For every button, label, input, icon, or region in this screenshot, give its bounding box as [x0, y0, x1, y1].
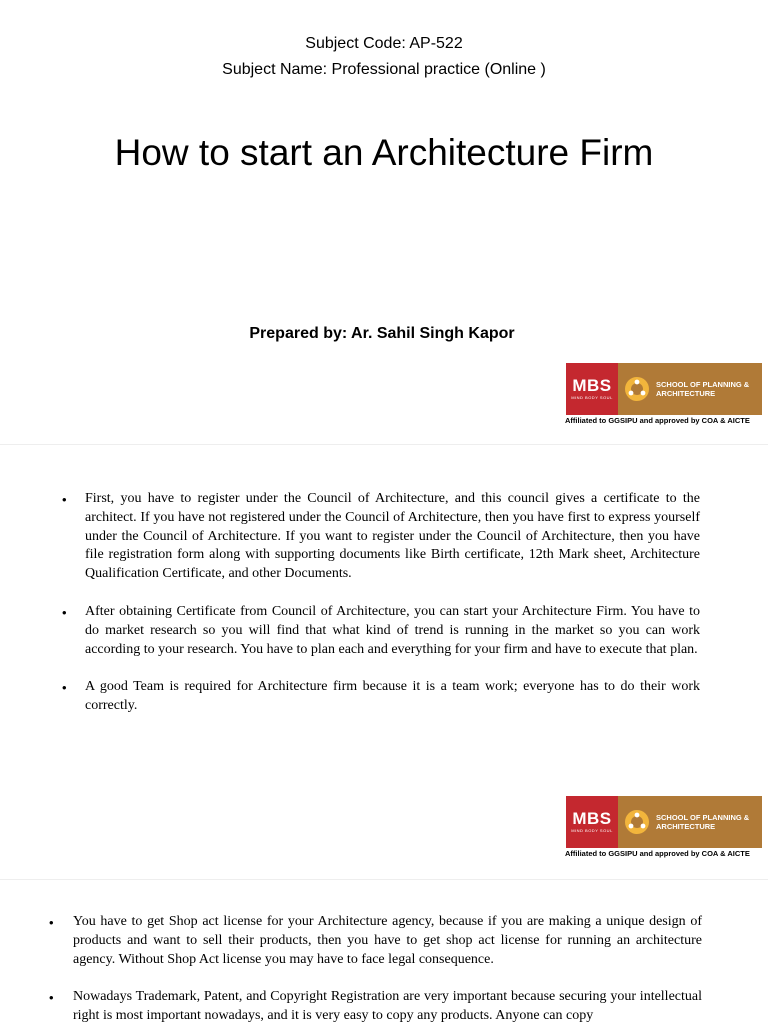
bullet-text: You have to get Shop act license for your Architecture agency, because if you are making a unique design of products and want to sell their products, then you have to get shop act license for running an architecture agency. Without Shop Act license you may have to face legal consequence.	[73, 914, 702, 967]
list-item	[49, 988, 702, 1024]
mbs-logo-text: MBS	[572, 376, 612, 395]
prepared-by: Prepared by: Ar. Sahil Singh Kapor	[249, 325, 515, 342]
bullet-text: First, you have to register under the Council of Architecture, and this council gives a certificate to the architect. If you have not registered under the Council of Architecture, then you have first to express yourself under the Council of Architecture. If you want to register under the Council of Architecture, then you have file registration form along with supporting documents like Birth certificate, 12th Mark sheet, Architecture Qualification Certificate, and other Documents.	[85, 491, 700, 582]
school-name-line2: ARCHITECTURE	[656, 822, 716, 831]
subject-name: Subject Name: Professional practice (Online )	[222, 61, 546, 78]
slide-title: How to start an Architecture Firm	[114, 132, 654, 173]
school-name-line1: SCHOOL OF PLANNING &	[656, 380, 750, 389]
mbs-tagline: MIND BODY SOUL	[571, 828, 613, 833]
list-item	[49, 913, 702, 969]
bullet-text: A good Team is required for Architecture firm because it is a team work; everyone has to do their work correctly.	[85, 679, 700, 714]
bullet-text: Nowadays Trademark, Patent, and Copyright Registration are very important because securing your intellectual right is most important nowadays, and it is very easy to copy any products. Anyone can copy	[73, 989, 702, 1024]
list-item	[62, 603, 700, 659]
bullet-list	[62, 490, 700, 716]
school-logo	[618, 796, 762, 848]
mbs-tagline: MIND BODY SOUL	[571, 395, 613, 400]
school-emblem-icon	[624, 376, 650, 402]
affiliation-note: Affiliated to GGSIPU and approved by COA & AICTE	[565, 849, 750, 858]
content-slide-1	[0, 445, 768, 880]
institution-logo	[566, 363, 762, 415]
mbs-logo	[566, 363, 618, 415]
list-item	[62, 490, 700, 584]
bullet-marker: •	[62, 492, 67, 507]
content-slide-2	[0, 880, 768, 1024]
list-item	[62, 678, 700, 716]
bullet-marker: •	[62, 680, 67, 696]
school-name	[656, 380, 749, 398]
school-name	[656, 813, 749, 831]
title-slide	[0, 0, 768, 445]
subject-code: Subject Code: AP-522	[305, 35, 463, 52]
bullet-marker: •	[49, 915, 54, 930]
affiliation-note: Affiliated to GGSIPU and approved by COA & AICTE	[565, 416, 750, 425]
bullet-text: After obtaining Certificate from Council of Architecture, you can start your Architecture Firm. You have to do market research so you will find that what kind of trend is running in the market so you can work according to your research. You have to plan each and everything for your firm and have to execute that plan.	[85, 603, 700, 657]
school-name-line2: ARCHITECTURE	[656, 389, 716, 398]
bullet-list	[49, 913, 702, 1024]
mbs-logo-text: MBS	[572, 809, 612, 828]
institution-logo	[566, 796, 762, 848]
school-logo	[618, 363, 762, 415]
bullet-marker: •	[49, 990, 54, 1006]
mbs-logo	[566, 796, 618, 848]
school-emblem-icon	[624, 809, 650, 835]
bullet-marker: •	[62, 604, 67, 620]
school-name-line1: SCHOOL OF PLANNING &	[656, 813, 750, 822]
